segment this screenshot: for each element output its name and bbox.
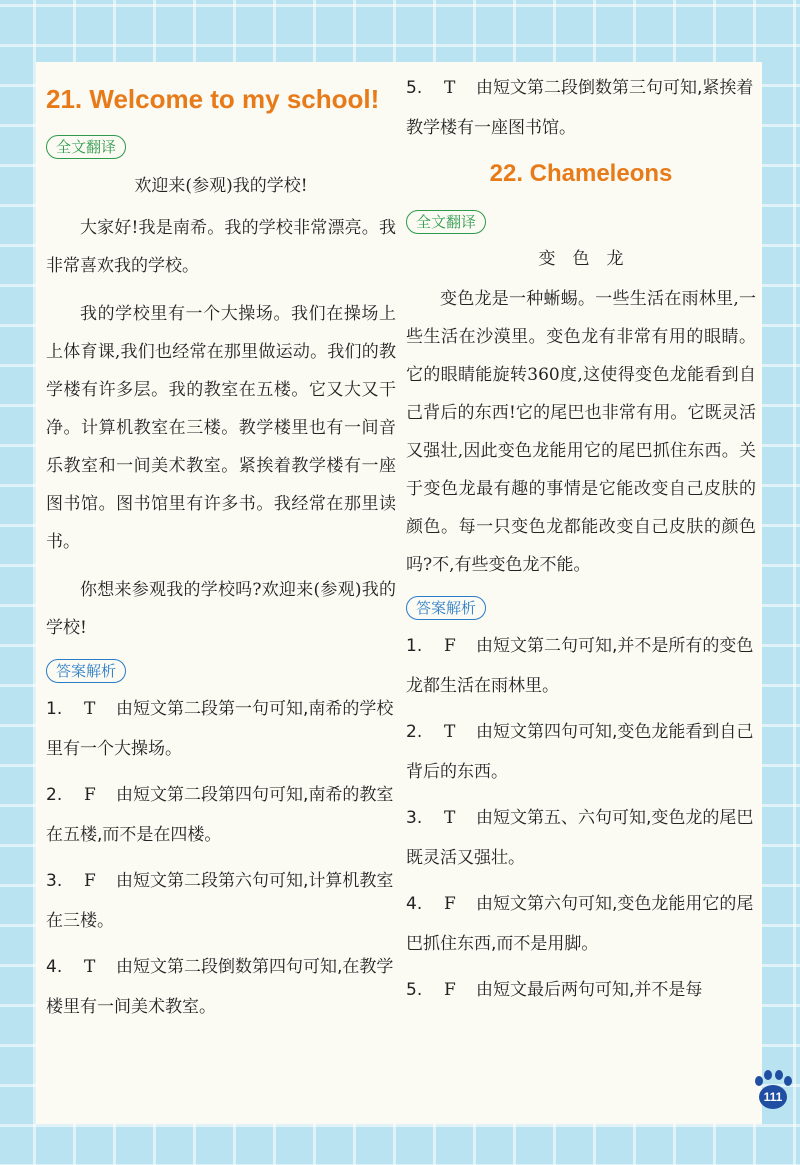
answer-text: 由短文第二段倒数第三句可知,紧挨着教学楼有一座图书馆。 [406,78,754,138]
answer-item [406,970,756,1010]
answer-item [46,775,396,855]
answer-tf: F [84,785,96,805]
answer-number: 3. [406,808,423,828]
paw-toe-icon [755,1076,763,1086]
answer-number: 5. [406,78,423,98]
paw-toe-icon [764,1070,772,1080]
answer-item [406,712,756,792]
answer-tag: 答案解析 [406,596,486,620]
answer-item [46,689,396,769]
answer-text: 由短文第二段第四句可知,南希的教室在五楼,而不是在四楼。 [46,785,394,845]
answer-tf: F [444,894,456,914]
answer-text: 由短文第五、六句可知,变色龙的尾巴既灵活又强壮。 [406,808,754,868]
answer-tf: F [444,636,456,656]
answer-number: 2. [406,722,423,742]
lesson-title-22: 22. Chameleons [489,160,673,187]
answer-number: 1. [46,699,63,719]
paragraph: 变色龙是一种蜥蜴。一些生活在雨林里,一些生活在沙漠里。变色龙有非常有用的眼睛。它的眼睛能旋转360度,这使得变色龙能看到自己背后的东西!它的尾巴也非常有用。它既灵活又强壮,因此变色龙能用它的尾巴抓住东西。关于变色龙最有趣的事情是它能改变自己皮肤的颜色。每一只变色龙都能改变自己皮肤的颜色吗?不,有些变色龙不能。 [406,289,756,575]
paragraph: 你想来参观我的学校吗?欢迎来(参观)我的学校! [46,580,396,638]
answer-tf: T [444,78,456,98]
answer-tf: T [444,722,456,742]
left-column [46,62,396,1027]
paw-toe-icon [775,1070,783,1080]
answer-item [406,798,756,878]
answer-text: 由短文第六句可知,变色龙能用它的尾巴抓住东西,而不是用脚。 [406,894,754,954]
answer-number: 1. [406,636,423,656]
answer-number: 4. [46,957,63,977]
answer-number: 5. [406,980,423,1000]
answer-item [46,947,396,1027]
answer-item [406,884,756,964]
answer-tf: T [84,699,96,719]
page-paper [36,62,762,1124]
answer-number: 3. [46,871,63,891]
answer-tf: F [84,871,96,891]
answer-text: 由短文第四句可知,变色龙能看到自己背后的东西。 [406,722,754,782]
answer-item [406,626,756,706]
answer-number: 2. [46,785,63,805]
translation-heading: 变 色 龙 [538,249,624,269]
answer-tf: F [444,980,456,1000]
answer-tag: 答案解析 [46,659,126,683]
answer-text: 由短文最后两句可知,并不是每 [476,980,703,1000]
page-number-paw-badge [752,1068,796,1112]
answer-list [406,626,756,1010]
answer-list [46,689,396,1027]
answer-text: 由短文第二段第一句可知,南希的学校里有一个大操场。 [46,699,394,759]
right-column [406,62,756,1010]
answer-tf: T [444,808,456,828]
paw-toe-icon [784,1076,792,1086]
lesson-title-21: 21. Welcome to my school! [46,84,380,114]
paragraph: 大家好!我是南希。我的学校非常漂亮。我非常喜欢我的学校。 [46,218,396,276]
answer-text: 由短文第二句可知,并不是所有的变色龙都生活在雨林里。 [406,636,754,696]
answer-text: 由短文第二段倒数第四句可知,在教学楼里有一间美术教室。 [46,957,394,1017]
page-number: 111 [759,1085,787,1109]
answer-text: 由短文第二段第六句可知,计算机教室在三楼。 [46,871,394,931]
answer-item [406,68,756,148]
translation-tag: 全文翻译 [46,135,126,159]
answer-number: 4. [406,894,423,914]
translation-heading: 欢迎来(参观)我的学校! [134,176,308,196]
translation-tag: 全文翻译 [406,210,486,234]
answer-tf: T [84,957,96,977]
answer-item [46,861,396,941]
paragraph: 我的学校里有一个大操场。我们在操场上上体育课,我们也经常在那里做运动。我们的教学楼有许多层。我的教室在五楼。它又大又干净。计算机教室在三楼。教学楼里也有一间音乐教室和一间美术教室。紧挨着教学楼有一座图书馆。图书馆里有许多书。我经常在那里读书。 [46,304,396,552]
